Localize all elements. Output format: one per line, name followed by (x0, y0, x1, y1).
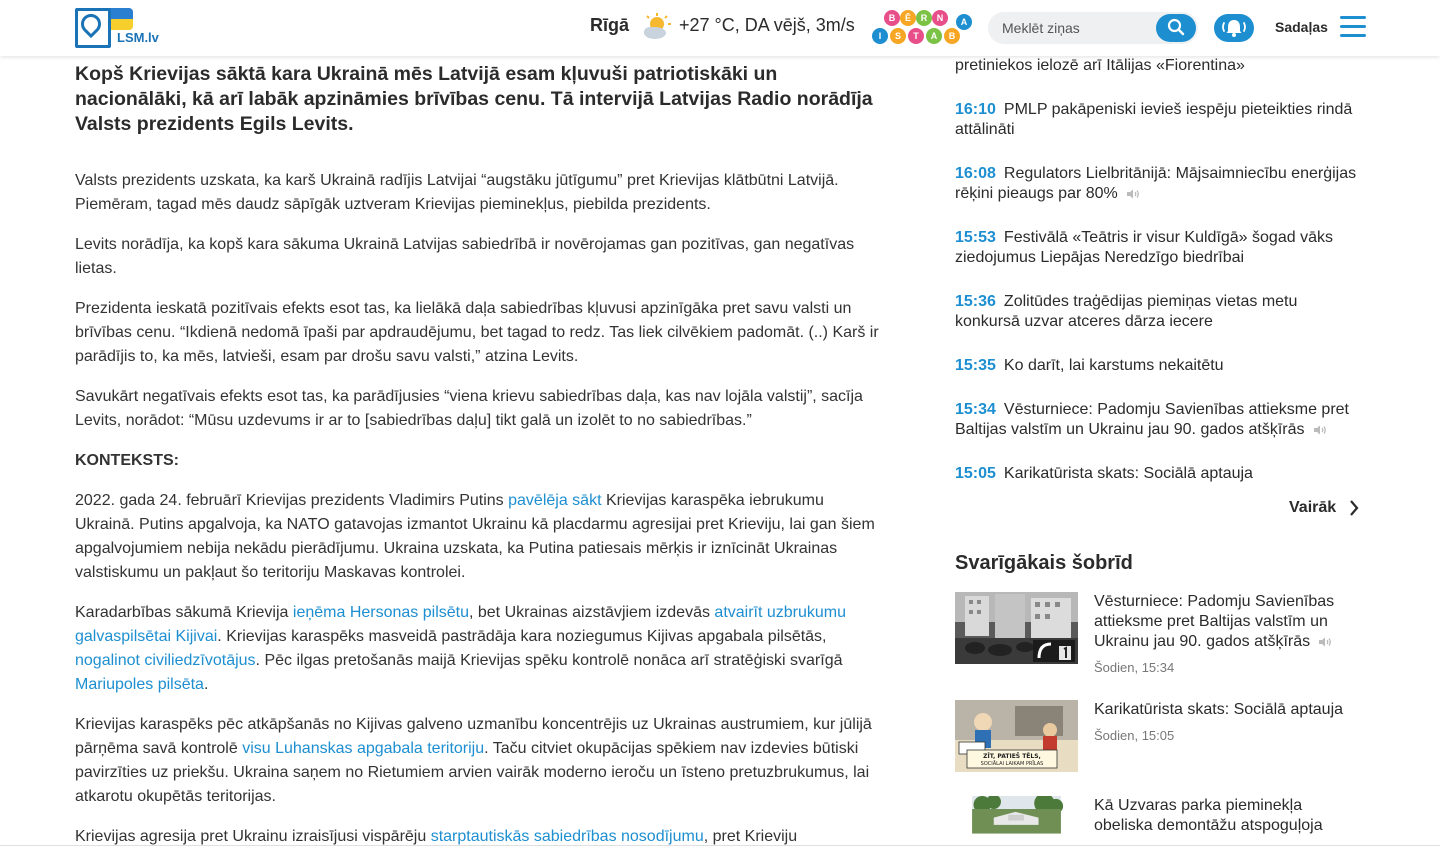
card-title (1094, 592, 1364, 652)
search-box (988, 12, 1198, 44)
audio-icon (1318, 637, 1332, 647)
link-civilians[interactable]: nogalinot civiliedzīvotājus (75, 652, 256, 669)
news-title: PMLP pakāpeniski ievieš iespēju pieteikties rindā attālināti (955, 101, 1353, 138)
news-title: Zolitūdes traģēdijas piemiņas vietas metu konkursā uzvar atceres dārza iecere (955, 293, 1298, 330)
paragraph (75, 713, 879, 809)
paragraph: Valsts prezidents uzskata, ka karš Ukrainā radījis Latvijai “augstāku jūtīgumu” pret Krievijas klātbūtni Latvijā. Piemēram, tagad mēs daudz sāpīgāk uztveram Krievijas pieminekļus, piebilda prezidents. (75, 172, 839, 213)
more-label: Vairāk (1289, 499, 1337, 516)
news-time: 15:34 (955, 401, 996, 418)
text: , pret Krieviju (703, 828, 798, 845)
context-label: KONTEKSTS: (75, 452, 179, 469)
news-title: pretiniekos ielozē arī Itālijas «Fiorentina» (955, 57, 1245, 74)
weather-city: Rīgā (590, 15, 630, 35)
news-time: 15:05 (955, 465, 996, 482)
news-item-partial[interactable] (955, 56, 1365, 76)
text: . Pēc ilgas pretošanās maijā Krievijas spēku kontrolē nonāca arī stratēģiski svarīgā (255, 652, 843, 669)
news-time: 15:35 (955, 357, 996, 374)
news-title: Ko darīt, lai karstums nekaitētu (1003, 357, 1224, 374)
link-kyiv[interactable]: atvairīt uzbrukumu galvaspilsētai Kijivai (75, 604, 847, 645)
paragraph (75, 489, 879, 585)
kids-letter: S (890, 28, 906, 44)
news-time: 15:53 (955, 229, 996, 246)
paragraph: Prezidenta ieskatā pozitīvais efekts esot tas, ka lielākā daļa sabiedrības kļuvusi apzinīgāka pret savu valsti un brīvības cenu. “Ikdienā nedomā īpaši par apdraudējumu, bet tagad to redz. Tas liek cilvēkiem padomāt. (..) Karš ir parādījis to, ka mēs, latvieši, esam par drošu savu valsti,” atzina Levits. (75, 300, 879, 365)
news-item[interactable] (955, 164, 1365, 204)
kids-letter: A (956, 14, 972, 30)
text: , bet Ukrainas aizstāvjiem izdevās (468, 604, 715, 621)
kids-letter: Ē (900, 10, 916, 26)
link-luhansk[interactable]: visu Luhanskas apgabala teritoriju (242, 740, 485, 757)
kids-letter: R (916, 10, 932, 26)
alarm-bell-icon (1214, 14, 1254, 42)
news-title: Vēsturniece: Padomju Savienības attieksme pret Baltijas valstīm un Ukrainu jau 90. gados atšķīrās (955, 401, 1349, 438)
text: Krievijas agresija pret Ukrainu izraisījusi vispārēju (75, 828, 431, 845)
cartoon-thumbnail (955, 700, 1078, 772)
search-button[interactable] (1156, 14, 1196, 42)
chevron-right-icon (1349, 500, 1359, 516)
search-icon (1167, 18, 1185, 36)
card-date: Šodien, 15:34 (1094, 660, 1175, 675)
link-ordered-start[interactable]: pavēlēja sākt (508, 492, 602, 509)
text: . Taču citviet okupācijas spēkiem nav izdevies būtiski pavirzīties uz priekšu. Ukraina saņem no Rietumiem arvien vairāk moderno ieroču un īsteno pretuzbrukumus, lai atkarotu okupētās teritorijas. (75, 740, 870, 805)
kids-letter: I (872, 28, 888, 44)
news-time: 16:08 (955, 165, 996, 182)
news-title: Regulators Lielbritānijā: Mājsaimniecību enerģijas rēķini pieaugs par 80% (955, 165, 1357, 202)
kids-letter: A (926, 28, 942, 44)
news-time: 16:10 (955, 101, 996, 118)
card-date: Šodien, 15:05 (1094, 728, 1175, 743)
kids-letter: B (944, 28, 960, 44)
audio-icon (1313, 425, 1327, 435)
news-item[interactable] (955, 100, 1365, 140)
site-header (0, 0, 1440, 56)
audio-icon (1126, 189, 1140, 199)
kids-letter: B (884, 10, 900, 26)
card-title: Kā Uzvaras parka pieminekļa obeliska demontāžu atspoguļoja (1094, 797, 1323, 834)
card-title-text: Vēsturniece: Padomju Savienības attieksme pret Baltijas valstīm un Ukrainu jau 90. gados atšķīrās (1094, 593, 1335, 650)
card-title: Karikatūrista skats: Sociālā aptauja (1094, 701, 1344, 718)
news-item[interactable] (955, 356, 1365, 376)
section-title: Svarīgākais šobrīd (955, 552, 1133, 574)
news-title: Festivālā «Teātris ir visur Kuldīgā» šogad vāks ziedojumus Liepājas Neredzīgo biedrībai (955, 229, 1333, 266)
news-item[interactable] (955, 464, 1365, 484)
notifications-button[interactable] (1214, 14, 1254, 42)
news-item[interactable] (955, 292, 1365, 332)
news-item[interactable] (955, 400, 1365, 440)
link-mariupol[interactable]: Mariupoles pilsēta (75, 676, 204, 693)
paragraph (75, 601, 879, 697)
bottom-bar (0, 845, 1440, 854)
text: . (203, 676, 209, 693)
svg-text:SOCIĀLAI LAIKAM PRĪLAS: SOCIĀLAI LAIKAM PRĪLAS (980, 761, 1044, 767)
news-title: Karikatūrista skats: Sociālā aptauja (1003, 465, 1253, 482)
article-body (75, 169, 879, 849)
kids-letter: N (932, 10, 948, 26)
weather-text: +27 °C, DA vējš, 3m/s (679, 15, 855, 35)
more-link[interactable] (1289, 499, 1359, 517)
logo-text: LSM.lv (117, 30, 159, 45)
article (75, 56, 879, 854)
text: Krievijas karaspēka iebrukumu Ukrainā. Putins apgalvoja, ka NATO gatavojas izmantot Ukrainu kā placdarmu agresijai pret Krieviju, lai gan šiem apgalvojumiem nebija nekādu pierādījumu. Ukraina uzskata, ka Putina patiesais mērķis ir iznīcināt Ukrainas valstiskumu un pakļaut šo teritoriju Maskavas kontrolei. (75, 492, 875, 581)
sections-label[interactable]: Sadaļas (1275, 19, 1328, 35)
paragraph: Savukārt negatīvais efekts esot tas, ka parādījusies “viena krievu sabiedrības daļa, kas nav lojāla valstij”, sacīja Levits, norādot: “Mūsu uzdevums ir ar to [sabiedrības daļu] tikt galā un izolēt to no sabiedrības.” (75, 388, 863, 429)
lsm-logo[interactable] (75, 8, 167, 48)
link-condemnation[interactable]: starptautiskās sabiedrības nosodījumu (430, 828, 704, 845)
sun-cloud-icon (641, 13, 671, 41)
monument-photo-thumbnail (955, 796, 1078, 848)
news-item[interactable] (955, 228, 1365, 268)
link-kherson[interactable]: ieņēma Hersonas pilsētu (292, 604, 469, 621)
text: Karadarbības sākumā Krievija (75, 604, 293, 621)
text: Krievijas karaspēks pēc atkāpšanās no Kijivas galveno uzmanību koncentrējis uz Ukrainas austrumiem, kur jūlijā pārņēma savā kontrolē (75, 716, 872, 757)
text: 2022. gada 24. februārī Krievijas prezidents Vladimirs Putins (75, 492, 509, 509)
news-time: 15:36 (955, 293, 996, 310)
archive-photo-thumbnail (955, 592, 1078, 664)
search-input[interactable] (1002, 12, 1152, 44)
paragraph: Levits norādīja, ka kopš kara sākuma Ukrainā Latvijas sabiedrībā ir novērojamas gan pozitīvas, gan negatīvas lietas. (75, 236, 855, 277)
svg-text:ZĪT, PATIEŠ TĒLS,: ZĪT, PATIEŠ TĒLS, (983, 753, 1041, 760)
text: . Krievijas karaspēks masveidā pastrādāja kara noziegumus Kijivas apgabala pilsētās, (217, 628, 827, 645)
berni-istaba-logo[interactable] (872, 10, 972, 46)
article-lead: Kopš Krievijas sāktā kara Ukrainā mēs Latvijā esam kļuvuši patriotiskāki un nacionālāki, kā arī labāk apzināmies brīvības cenu. Tā intervijā Latvijas Radio norādīja Valsts prezidents Egils Levits. (75, 63, 873, 135)
hamburger-menu-icon[interactable] (1340, 16, 1366, 38)
kids-letter: T (908, 28, 924, 44)
